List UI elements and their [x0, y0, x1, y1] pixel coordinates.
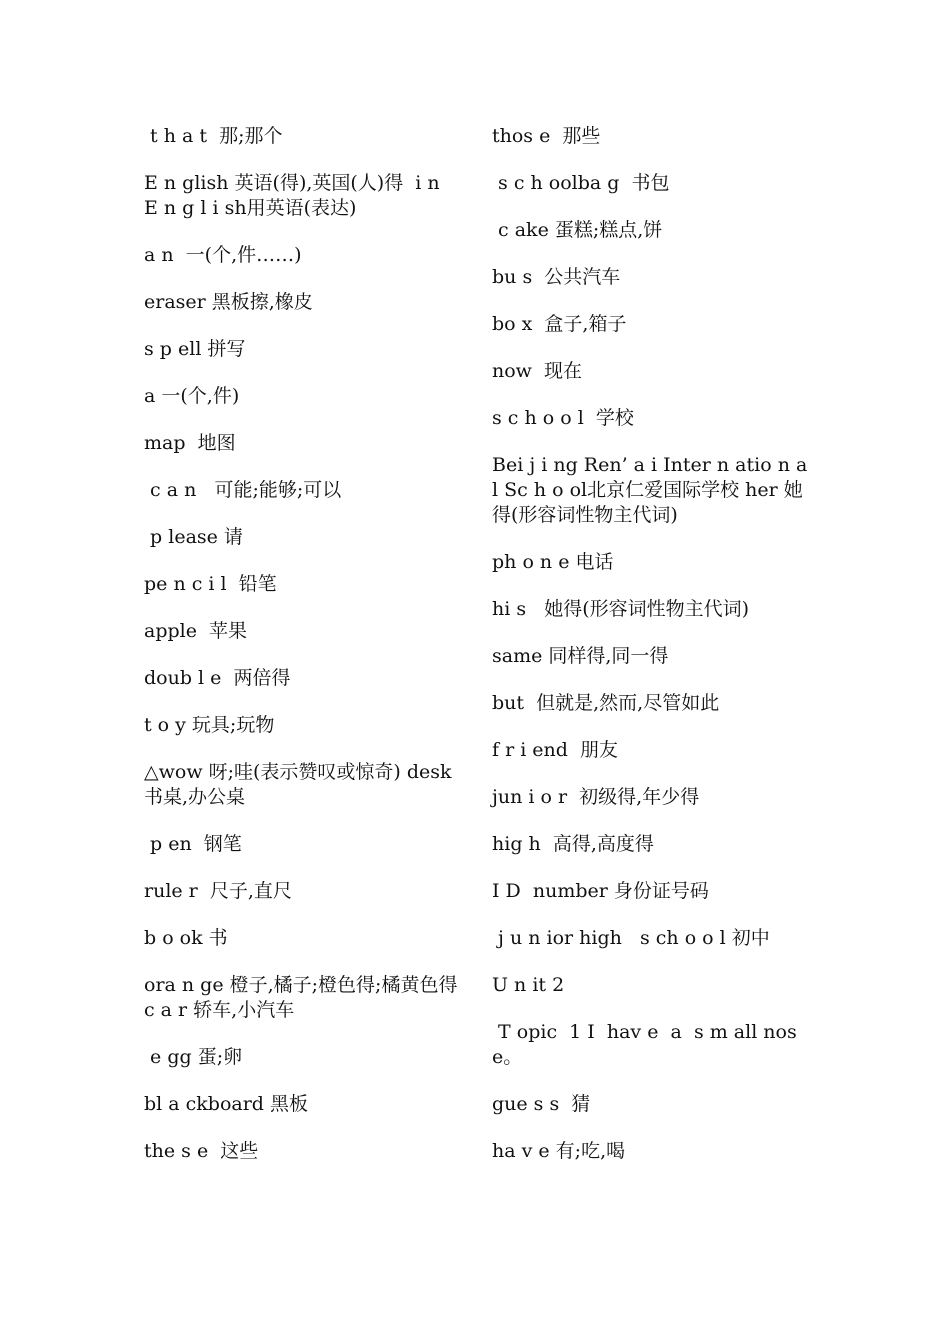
vocab-entry: ph o n e 电话 — [492, 551, 614, 573]
vocab-entry: ora n ge 橙子,橘子;橙色得;橘黄色得 c a r 轿车,小汽车 — [144, 974, 464, 1021]
vocab-entry: but 但就是,然而,尽管如此 — [492, 692, 720, 714]
vocab-entry: f r i end 朋友 — [492, 739, 619, 761]
vocab-entry: rule r 尺子,直尺 — [144, 880, 292, 902]
vocab-entry: hig h 高得,高度得 — [492, 833, 654, 855]
vocab-entry: p lease 请 — [144, 526, 243, 548]
vocab-entry: c a n 可能;能够;可以 — [144, 479, 342, 501]
vocab-entry: s c h o o l 学校 — [492, 407, 634, 429]
vocab-entry: map 地图 — [144, 432, 236, 454]
right-column — [492, 124, 814, 1186]
vocab-entry: △wow 呀;哇(表示赞叹或惊奇) desk 书桌,办公桌 — [144, 761, 458, 808]
vocab-entry: t o y 玩具;玩物 — [144, 714, 275, 736]
vocab-entry: bu s 公共汽车 — [492, 266, 621, 288]
vocab-entry: hi s 她得(形容词性物主代词) — [492, 598, 750, 620]
vocab-entry: e gg 蛋;卵 — [144, 1046, 243, 1068]
vocab-entry: bl a ckboard 黑板 — [144, 1093, 309, 1115]
vocab-entry: j u n ior high s ch o o l 初中 — [492, 927, 770, 949]
vocab-entry: p en 钢笔 — [144, 833, 242, 855]
vocab-entry: c ake 蛋糕;糕点,饼 — [492, 219, 663, 241]
vocab-entry: now 现在 — [492, 360, 583, 382]
vocab-entry: eraser 黑板擦,橡皮 — [144, 291, 313, 313]
vocab-entry: doub l e 两倍得 — [144, 667, 291, 689]
vocab-entry: a 一(个,件) — [144, 385, 240, 407]
vocab-entry: T opic 1 I hav e a s m all nose。 — [492, 1021, 797, 1068]
vocab-entry: b o ok 书 — [144, 927, 228, 949]
vocab-entry: pe n c i l 铅笔 — [144, 573, 277, 595]
vocab-entry: jun i o r 初级得,年少得 — [492, 786, 700, 808]
vocab-entry: t h a t 那;那个 — [144, 125, 283, 147]
vocab-entry: s p ell 拼写 — [144, 338, 246, 360]
vocab-entry: U n it 2 — [492, 974, 565, 996]
vocab-entry: I D number 身份证号码 — [492, 880, 709, 902]
vocab-entry: Bei j i ng Ren’ a i Inter n atio n a l Sc h o ol北京仁爱国际学校 her 她得(形容词性物主代词) — [492, 454, 814, 526]
vocab-entry: ha v e 有;吃,喝 — [492, 1140, 626, 1162]
vocab-entry: a n 一(个,件……) — [144, 244, 302, 266]
vocab-entry: bo x 盒子,箱子 — [492, 313, 627, 335]
vocab-entry: gue s s 猜 — [492, 1093, 591, 1115]
vocab-entry: apple 苹果 — [144, 620, 248, 642]
vocab-entry: s c h oolba g 书包 — [492, 172, 670, 194]
vocab-entry: same 同样得,同一得 — [492, 645, 669, 667]
left-column — [144, 124, 464, 1186]
vocab-entry: thos e 那些 — [492, 125, 601, 147]
vocab-entry: E n glish 英语(得),英国(人)得 i n E n g l i sh用英语(表达) — [144, 172, 458, 219]
vocab-entry: the s e 这些 — [144, 1140, 259, 1162]
